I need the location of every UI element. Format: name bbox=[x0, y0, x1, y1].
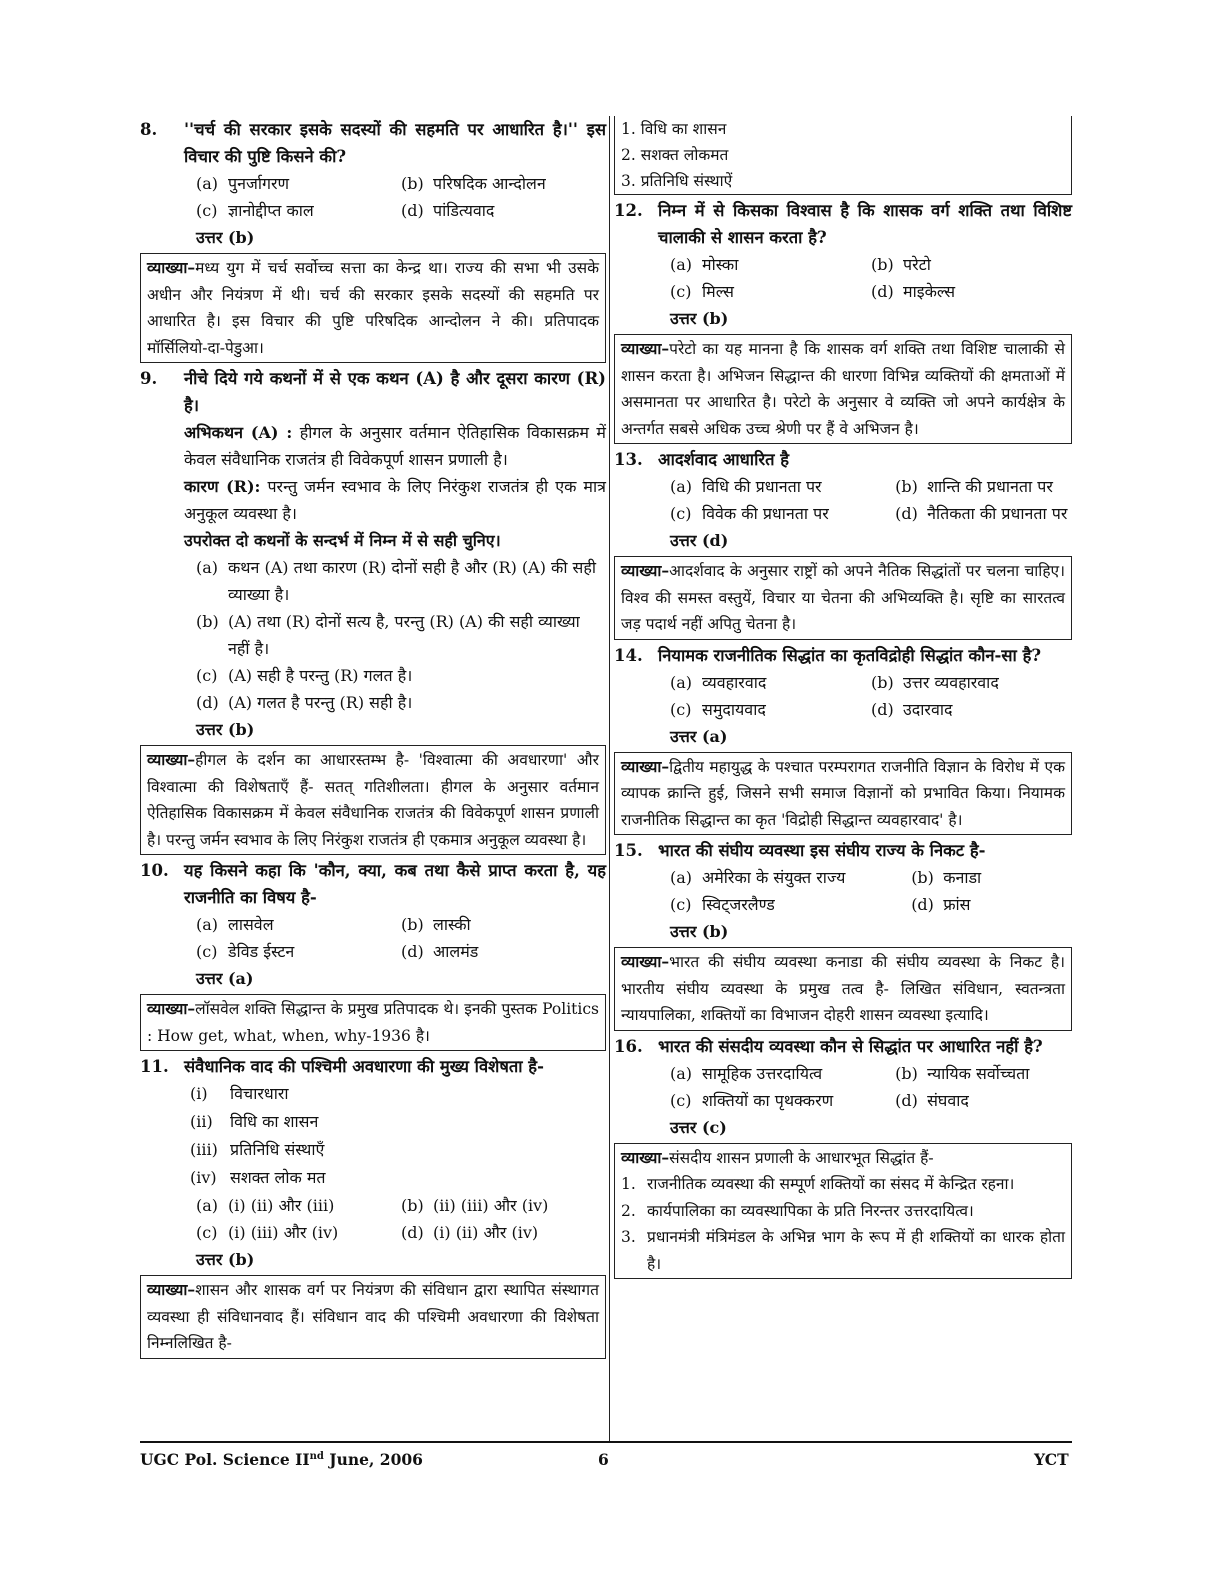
question-10 bbox=[140, 857, 606, 1051]
options bbox=[140, 911, 606, 965]
explanation-heading: व्याख्या– bbox=[621, 1147, 670, 1167]
answer: उत्तर (a) bbox=[670, 726, 728, 746]
answer: उत्तर (d) bbox=[670, 531, 729, 550]
answer: उत्तर (b) bbox=[196, 228, 255, 247]
question-number: 14. bbox=[614, 645, 643, 665]
explanation-text: भारत की संघीय व्यवस्था कनाडा की संघीय व्यवस्था के निकट है। भारतीय संघीय व्यवस्था के प्रमुख तत्व है- लिखित संविधान, स्वतन्त्रता न्यायपालिका, शक्तियों का विभाजन दोहरी शासन व्यवस्था इत्यादि। bbox=[621, 953, 1065, 1024]
question-text: आदर्शवाद आधारित है bbox=[658, 450, 790, 469]
explanation-box bbox=[614, 752, 1072, 836]
answer: उत्तर (b) bbox=[196, 720, 255, 739]
statement-item: (ii) विधि का शासन bbox=[190, 1112, 319, 1131]
question-number: 12. bbox=[614, 201, 643, 220]
right-column bbox=[614, 116, 1072, 1281]
question-15 bbox=[614, 837, 1072, 1031]
explanation-text: शासन और शासक वर्ग पर नियंत्रण की संविधान द्वारा स्थापित संस्थागत व्यवस्था ही संविधानवाद हैं। संविधान वाद की पश्चिमी अवधारणा की विशेषता निम्नलिखित है- bbox=[147, 1281, 599, 1352]
question-16 bbox=[614, 1033, 1072, 1280]
option-a: (a) सामूहिक उत्तरदायित्व bbox=[670, 1063, 823, 1083]
statement-list bbox=[140, 1080, 606, 1192]
question-text: संवैधानिक वाद की पश्चिमी अवधारणा की मुख्य विशेषता है- bbox=[184, 1057, 544, 1076]
option-a: (a) अमेरिका के संयुक्त राज्य bbox=[670, 868, 846, 887]
option-b: (b) कनाडा bbox=[911, 868, 982, 887]
option-b: (b) शान्ति की प्रधानता पर bbox=[895, 477, 1053, 496]
answer: उत्तर (b) bbox=[670, 309, 729, 328]
explanation-heading: व्याख्या– bbox=[621, 339, 670, 358]
explanation-text: आदर्शवाद के अनुसार राष्ट्रों को अपने नैतिक सिद्धांतों पर चलना चाहिए। विश्व की समस्त वस्तुयें, विचार या चेतना की अभिव्यक्ति है। सृष्टि का सारतत्व जड़ पदार्थ नहीं अपितु चेतना है। bbox=[621, 562, 1065, 633]
explanation-text: मध्य युग में चर्च सर्वोच्च सत्ता का केन्द्र था। राज्य की सभा भी उसके अधीन और नियंत्रण में थी। चर्च की सरकार इसके सदस्यों की सहमति पर आधारित है। इस विचार की पुष्टि परिषदिक आन्दोलन ने की। प्रतिपादक मॉर्सिलियो-दा-पेडुआ। bbox=[147, 259, 599, 357]
question-12 bbox=[614, 197, 1072, 444]
explanation-text: हीगल के दर्शन का आधारस्तम्भ है- 'विश्वात्मा की अवधारणा' और विश्वात्मा की विशेषताएँ हैं- सतत् गतिशीलता। हीगल के अनुसार वर्तमान ऐतिहासिक विकासक्रम में केवल संवैधानिक राजतंत्र की विवेकपूर्ण शासन प्रणाली है। परन्तु जर्मन स्वभाव के लिए निरंकुश राजतंत्र ही एकमात्र अनुकूल व्यवस्था है। bbox=[147, 751, 599, 849]
option-a: (a) लासवेल bbox=[196, 915, 274, 934]
question-11 bbox=[140, 1053, 606, 1359]
option-d: (d) फ्रांस bbox=[911, 895, 971, 914]
option-a: (a) पुनर्जागरण bbox=[196, 174, 290, 193]
explanation-text: परेटो का यह मानना है कि शासक वर्ग शक्ति तथा विशिष्ट चालाकी से शासन करता है। अभिजन सिद्धान्त की धारणा विभिन्न व्यक्तियों की क्षमताओं में असमानता पर आधारित है। परेटो के अनुसार वे व्यक्ति जो अपने कार्यक्षेत्र के अन्तर्गत सबसे अधिक उच्च श्रेणी पर हैं वे अभिजन है। bbox=[621, 340, 1065, 438]
continued-item: 2. सशक्त लोकमत bbox=[621, 146, 729, 164]
option-a: (a) व्यवहारवाद bbox=[670, 672, 767, 692]
column-divider bbox=[609, 116, 610, 1441]
footer-exam-title: UGC Pol. Science IInd June, 2006 bbox=[140, 1450, 423, 1469]
explanation-item: 3. प्रधानमंत्री मंत्रिमंडल के अभिन्न भाग के रूप में ही शक्तियों का धारक होता है। bbox=[621, 1228, 1065, 1273]
option-d: (d) (A) गलत है परन्तु (R) सही है। bbox=[196, 693, 413, 712]
option-c: (c) डेविड ईस्टन bbox=[196, 942, 295, 961]
question-text: नीचे दिये गये कथनों में से एक कथन (A) है और दूसरा कारण (R) है। bbox=[184, 369, 606, 415]
explanation-item: 2. कार्यपालिका का व्यवस्थापिका के प्रति निरन्तर उत्तरदायित्व। bbox=[621, 1201, 974, 1220]
explanation-text: लॉसवेल शक्ति सिद्धान्त के प्रमुख प्रतिपादक थे। इनकी पुस्तक Politics : How get, what, when, why-1936 है। bbox=[147, 1000, 599, 1045]
explanation-heading: व्याख्या– bbox=[621, 952, 670, 971]
option-d: (d) उदारवाद bbox=[871, 699, 953, 719]
option-d: (d) नैतिकता की प्रधानता पर bbox=[895, 504, 1068, 523]
publisher-name: YCT bbox=[1034, 1450, 1069, 1469]
explanation-box bbox=[614, 334, 1072, 444]
options bbox=[140, 554, 606, 716]
continued-item: 3. प्रतिनिधि संस्थाऐं bbox=[621, 172, 733, 190]
explanation-heading: व्याख्या– bbox=[621, 756, 670, 776]
option-c: (c) मिल्स bbox=[670, 282, 734, 301]
option-c: (c) (i) (iii) और (iv) bbox=[196, 1223, 339, 1242]
question-number: 9. bbox=[140, 369, 158, 388]
answer: उत्तर (b) bbox=[670, 922, 729, 941]
option-c: (c) स्विट्जरलैण्ड bbox=[670, 895, 775, 914]
option-a: (a) विधि की प्रधानता पर bbox=[670, 477, 822, 496]
answer: उत्तर (a) bbox=[196, 969, 254, 988]
explanation-box bbox=[140, 253, 606, 363]
question-8 bbox=[140, 116, 606, 363]
option-b: (b) न्यायिक सर्वोच्चता bbox=[895, 1063, 1030, 1083]
explanation-box bbox=[140, 994, 606, 1051]
option-b: (b) (ii) (iii) और (iv) bbox=[401, 1196, 549, 1215]
option-d: (d) माइकेल्स bbox=[871, 282, 956, 301]
explanation-box bbox=[140, 1275, 606, 1359]
options bbox=[140, 1192, 606, 1246]
explanation-heading: व्याख्या– bbox=[147, 258, 196, 277]
explanation-heading: व्याख्या– bbox=[147, 1280, 196, 1299]
explanation-box bbox=[614, 556, 1072, 640]
option-c: (c) शक्तियों का पृथक्करण bbox=[670, 1090, 834, 1110]
continued-explanation-box bbox=[614, 116, 1072, 195]
answer: उत्तर (b) bbox=[196, 1250, 255, 1269]
question-text: भारत की संसदीय व्यवस्था कौन से सिद्धांत पर आधारित नहीं है? bbox=[658, 1036, 1043, 1056]
question-text: नियामक राजनीतिक सिद्धांत का कृतविद्रोही सिद्धांत कौन-सा है? bbox=[658, 645, 1041, 665]
options bbox=[614, 473, 1072, 527]
option-a: (a) कथन (A) तथा कारण (R) दोनों सही है और (R) (A) की सही व्याख्या है। bbox=[196, 558, 597, 604]
options bbox=[614, 1060, 1072, 1114]
option-d: (d) (i) (ii) और (iv) bbox=[401, 1223, 539, 1242]
option-a: (a) (i) (ii) और (iii) bbox=[196, 1196, 335, 1215]
question-number: 16. bbox=[614, 1036, 643, 1056]
explanation-box bbox=[140, 745, 606, 855]
option-c: (c) (A) सही है परन्तु (R) गलत है। bbox=[196, 666, 413, 685]
explanation-text: संसदीय शासन प्रणाली के आधारभूत सिद्धांत हैं- bbox=[669, 1148, 934, 1167]
question-text: भारत की संघीय व्यवस्था इस संघीय राज्य के निकट है- bbox=[658, 841, 986, 860]
question-number: 8. bbox=[140, 120, 158, 139]
question-9 bbox=[140, 365, 606, 855]
option-a: (a) मोस्का bbox=[670, 255, 739, 274]
explanation-box bbox=[614, 947, 1072, 1031]
option-b: (b) (A) तथा (R) दोनों सत्य है, परन्तु (R) (A) की सही व्याख्या नहीं है। bbox=[196, 612, 580, 658]
page-number: 6 bbox=[598, 1450, 609, 1469]
question-text: ''चर्च की सरकार इसके सदस्यों की सहमति पर आधारित है।'' इस विचार की पुष्टि किसने की? bbox=[184, 120, 606, 166]
explanation-heading: व्याख्या– bbox=[147, 999, 196, 1018]
explanation-list bbox=[621, 1171, 1065, 1277]
explanation-text: द्वितीय महायुद्ध के पश्चात परम्परागत राजनीति विज्ञान के विरोध में एक व्यापक क्रान्ति हुई, जिसने सभी समाज विज्ञानों को प्रभावित किया। नियामक राजनीतिक सिद्धान्त का कृत 'विद्रोही सिद्धान्त व्यवहारवाद' है। bbox=[621, 757, 1065, 829]
explanation-heading: व्याख्या– bbox=[147, 750, 196, 769]
statement-item: (iv) सशक्त लोक मत bbox=[190, 1168, 326, 1187]
statement-item: (i) विचारधारा bbox=[190, 1084, 289, 1103]
question-text: निम्न में से किसका विश्वास है कि शासक वर्ग शक्ति तथा विशिष्ट चालाकी से शासन करता है? bbox=[658, 201, 1072, 247]
option-c: (c) समुदायवाद bbox=[670, 699, 766, 719]
question-number: 15. bbox=[614, 841, 643, 860]
question-number: 13. bbox=[614, 450, 643, 469]
answer: उत्तर (c) bbox=[670, 1117, 727, 1137]
instruction: उपरोक्त दो कथनों के सन्दर्भ में निम्न में से सही चुनिए। bbox=[184, 531, 501, 550]
options bbox=[614, 251, 1072, 305]
footer-rule bbox=[140, 1441, 1072, 1443]
option-c: (c) विवेक की प्रधानता पर bbox=[670, 504, 829, 523]
explanation-heading: व्याख्या– bbox=[621, 561, 670, 580]
question-text: यह किसने कहा कि 'कौन, क्या, कब तथा कैसे प्राप्त करता है, यह राजनीति का विषय है- bbox=[184, 861, 606, 907]
assertion: अभिकथन (A) : हीगल के अनुसार वर्तमान ऐतिहासिक विकासक्रम में केवल संवैधानिक राजतंत्र ही विवेकपूर्ण शासन प्रणाली है। bbox=[184, 423, 606, 469]
option-c: (c) ज्ञानोद्दीप्त काल bbox=[196, 201, 314, 220]
option-d: (d) पांडित्यवाद bbox=[401, 201, 495, 220]
reason: कारण (R): परन्तु जर्मन स्वभाव के लिए निरंकुश राजतंत्र ही एक मात्र अनुकूल व्यवस्था है। bbox=[184, 477, 606, 523]
option-d: (d) संघवाद bbox=[895, 1090, 969, 1110]
option-b: (b) परिषदिक आन्दोलन bbox=[401, 174, 546, 193]
question-14 bbox=[614, 642, 1072, 836]
question-number: 11. bbox=[140, 1057, 169, 1076]
option-b: (b) परेटो bbox=[871, 255, 931, 274]
left-column bbox=[140, 116, 606, 1361]
options bbox=[614, 669, 1072, 723]
explanation-item: 1. राजनीतिक व्यवस्था की सम्पूर्ण शक्तियों का संसद में केन्द्रित रहना। bbox=[621, 1175, 1015, 1193]
options bbox=[614, 864, 1072, 918]
options bbox=[140, 170, 606, 224]
question-number: 10. bbox=[140, 861, 169, 880]
continued-item: 1. विधि का शासन bbox=[621, 120, 727, 138]
option-d: (d) आलमंड bbox=[401, 942, 479, 961]
option-b: (b) उत्तर व्यवहारवाद bbox=[871, 672, 999, 692]
question-13 bbox=[614, 446, 1072, 640]
statement-item: (iii) प्रतिनिधि संस्थाएँ bbox=[190, 1140, 325, 1159]
explanation-box bbox=[614, 1143, 1072, 1280]
option-b: (b) लास्की bbox=[401, 915, 471, 934]
